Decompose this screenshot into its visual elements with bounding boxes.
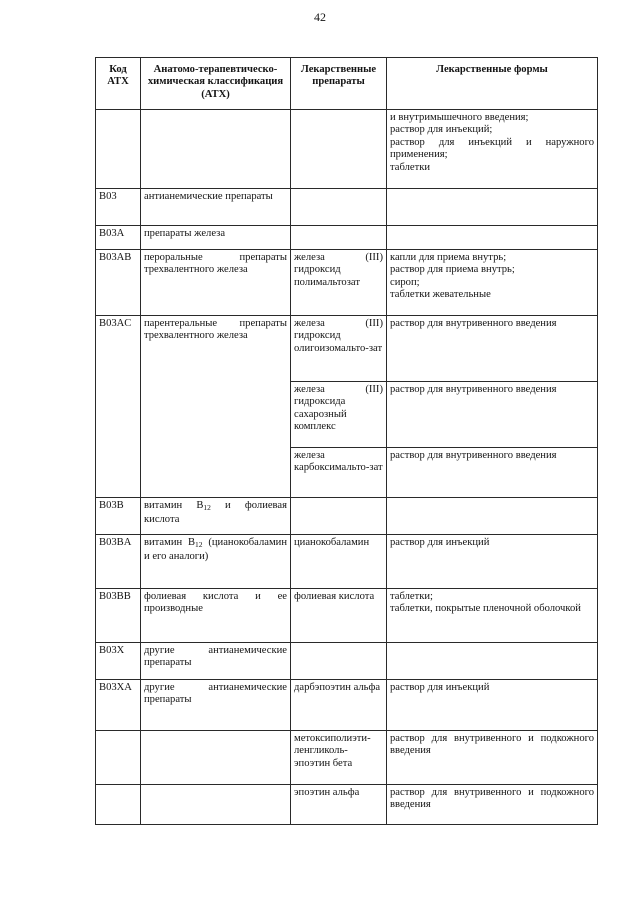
cell-classification: витамин $B_{12}$ и фолиевая кислота [141, 498, 291, 535]
cell-forms: раствор для внутривенного введения [387, 382, 598, 448]
cell-forms: раствор для инъекций [387, 535, 598, 589]
cell-forms: раствор для внутривенного и подкожного введения [387, 731, 598, 785]
table-row [96, 226, 598, 250]
form-line: таблетки, покрытые пленочной оболочкой [390, 603, 581, 615]
cell-forms [387, 110, 598, 189]
table-row [96, 589, 598, 643]
cell-drug: железа (III) гидроксид полимальтозат [291, 250, 387, 316]
page-number: 42 [314, 10, 326, 24]
cell-forms: раствор для внутривенного и подкожного введения [387, 785, 598, 825]
form-line: и внутримышечного введения; [390, 112, 529, 123]
form-line: таблетки жевательные [390, 289, 491, 301]
table-row [96, 643, 598, 680]
cell-drug: дарбэпоэтин альфа [291, 680, 387, 731]
cell-code: B03A [96, 226, 141, 250]
cell-drug: железа карбоксимальто-зат [291, 448, 387, 498]
cell-code: B03 [96, 189, 141, 226]
form-line: раствор для инъекций; [390, 124, 493, 136]
table-row [96, 680, 598, 731]
table-row [96, 498, 598, 535]
form-line: раствор для приема внутрь; [390, 264, 515, 276]
form-line: таблетки; [390, 591, 433, 602]
cell-code [96, 110, 141, 189]
table-row [96, 250, 598, 316]
table-row [96, 110, 598, 189]
table-header-row [96, 58, 598, 110]
cell-classification [141, 785, 291, 825]
cell-forms [387, 226, 598, 250]
form-line: капли для приема внутрь; [390, 252, 507, 263]
cell-drug [291, 498, 387, 535]
cell-code: B03BA [96, 535, 141, 589]
cell-drug [291, 110, 387, 189]
cell-classification [141, 110, 291, 189]
cell-forms [387, 250, 598, 316]
cell-classification: пероральные препараты трехвалентного железа [141, 250, 291, 316]
cell-classification: другие антианемические препараты [141, 643, 291, 680]
form-line: сироп; [390, 276, 420, 288]
cell-forms [387, 498, 598, 535]
form-line: раствор для инъекций и наружного применения; [390, 136, 594, 161]
table-row [96, 316, 598, 382]
cell-drug: цианокобаламин [291, 535, 387, 589]
cell-drug [291, 643, 387, 680]
table-row [96, 785, 598, 825]
cell-classification: парентеральные препараты трехвалентного железа [141, 316, 291, 498]
table-row [96, 535, 598, 589]
cell-classification: антианемические препараты [141, 189, 291, 226]
header-classification: Анатомо-терапевтическо-химическая классификация (АТХ) [141, 58, 291, 110]
cell-code: B03XA [96, 680, 141, 731]
cell-forms: раствор для инъекций [387, 680, 598, 731]
cell-code: B03AC [96, 316, 141, 498]
cell-drug: метоксиполиэти- ленгликоль- эпоэтин бета [291, 731, 387, 785]
cell-forms [387, 189, 598, 226]
header-code: Код АТХ [96, 58, 141, 110]
cell-drug: фолиевая кислота [291, 589, 387, 643]
cell-classification: другие антианемические препараты [141, 680, 291, 731]
cell-drug: эпоэтин альфа [291, 785, 387, 825]
header-forms: Лекарственные формы [387, 58, 598, 110]
cell-forms: раствор для внутривенного введения [387, 448, 598, 498]
cell-forms [387, 589, 598, 643]
cell-classification: препараты железа [141, 226, 291, 250]
cell-code: B03AB [96, 250, 141, 316]
form-line: таблетки [390, 161, 431, 173]
cell-forms [387, 643, 598, 680]
cell-drug: железа (III) гидроксид олигоизомальто-зат [291, 316, 387, 382]
cell-code [96, 731, 141, 785]
table-row [96, 189, 598, 226]
cell-code [96, 785, 141, 825]
cell-drug [291, 226, 387, 250]
cell-code: B03X [96, 643, 141, 680]
header-drugs: Лекарственные препараты [291, 58, 387, 110]
cell-drug: железа (III) гидроксида сахарозный комплекс [291, 382, 387, 448]
cell-forms: раствор для внутривенного введения [387, 316, 598, 382]
cell-classification: фолиевая кислота и ее производные [141, 589, 291, 643]
cell-classification [141, 731, 291, 785]
cell-code: B03BB [96, 589, 141, 643]
cell-code: B03B [96, 498, 141, 535]
atx-table [95, 57, 598, 825]
table-row [96, 731, 598, 785]
cell-classification: витамин $B_{12}$ (цианокобаламин и его аналоги) [141, 535, 291, 589]
cell-drug [291, 189, 387, 226]
